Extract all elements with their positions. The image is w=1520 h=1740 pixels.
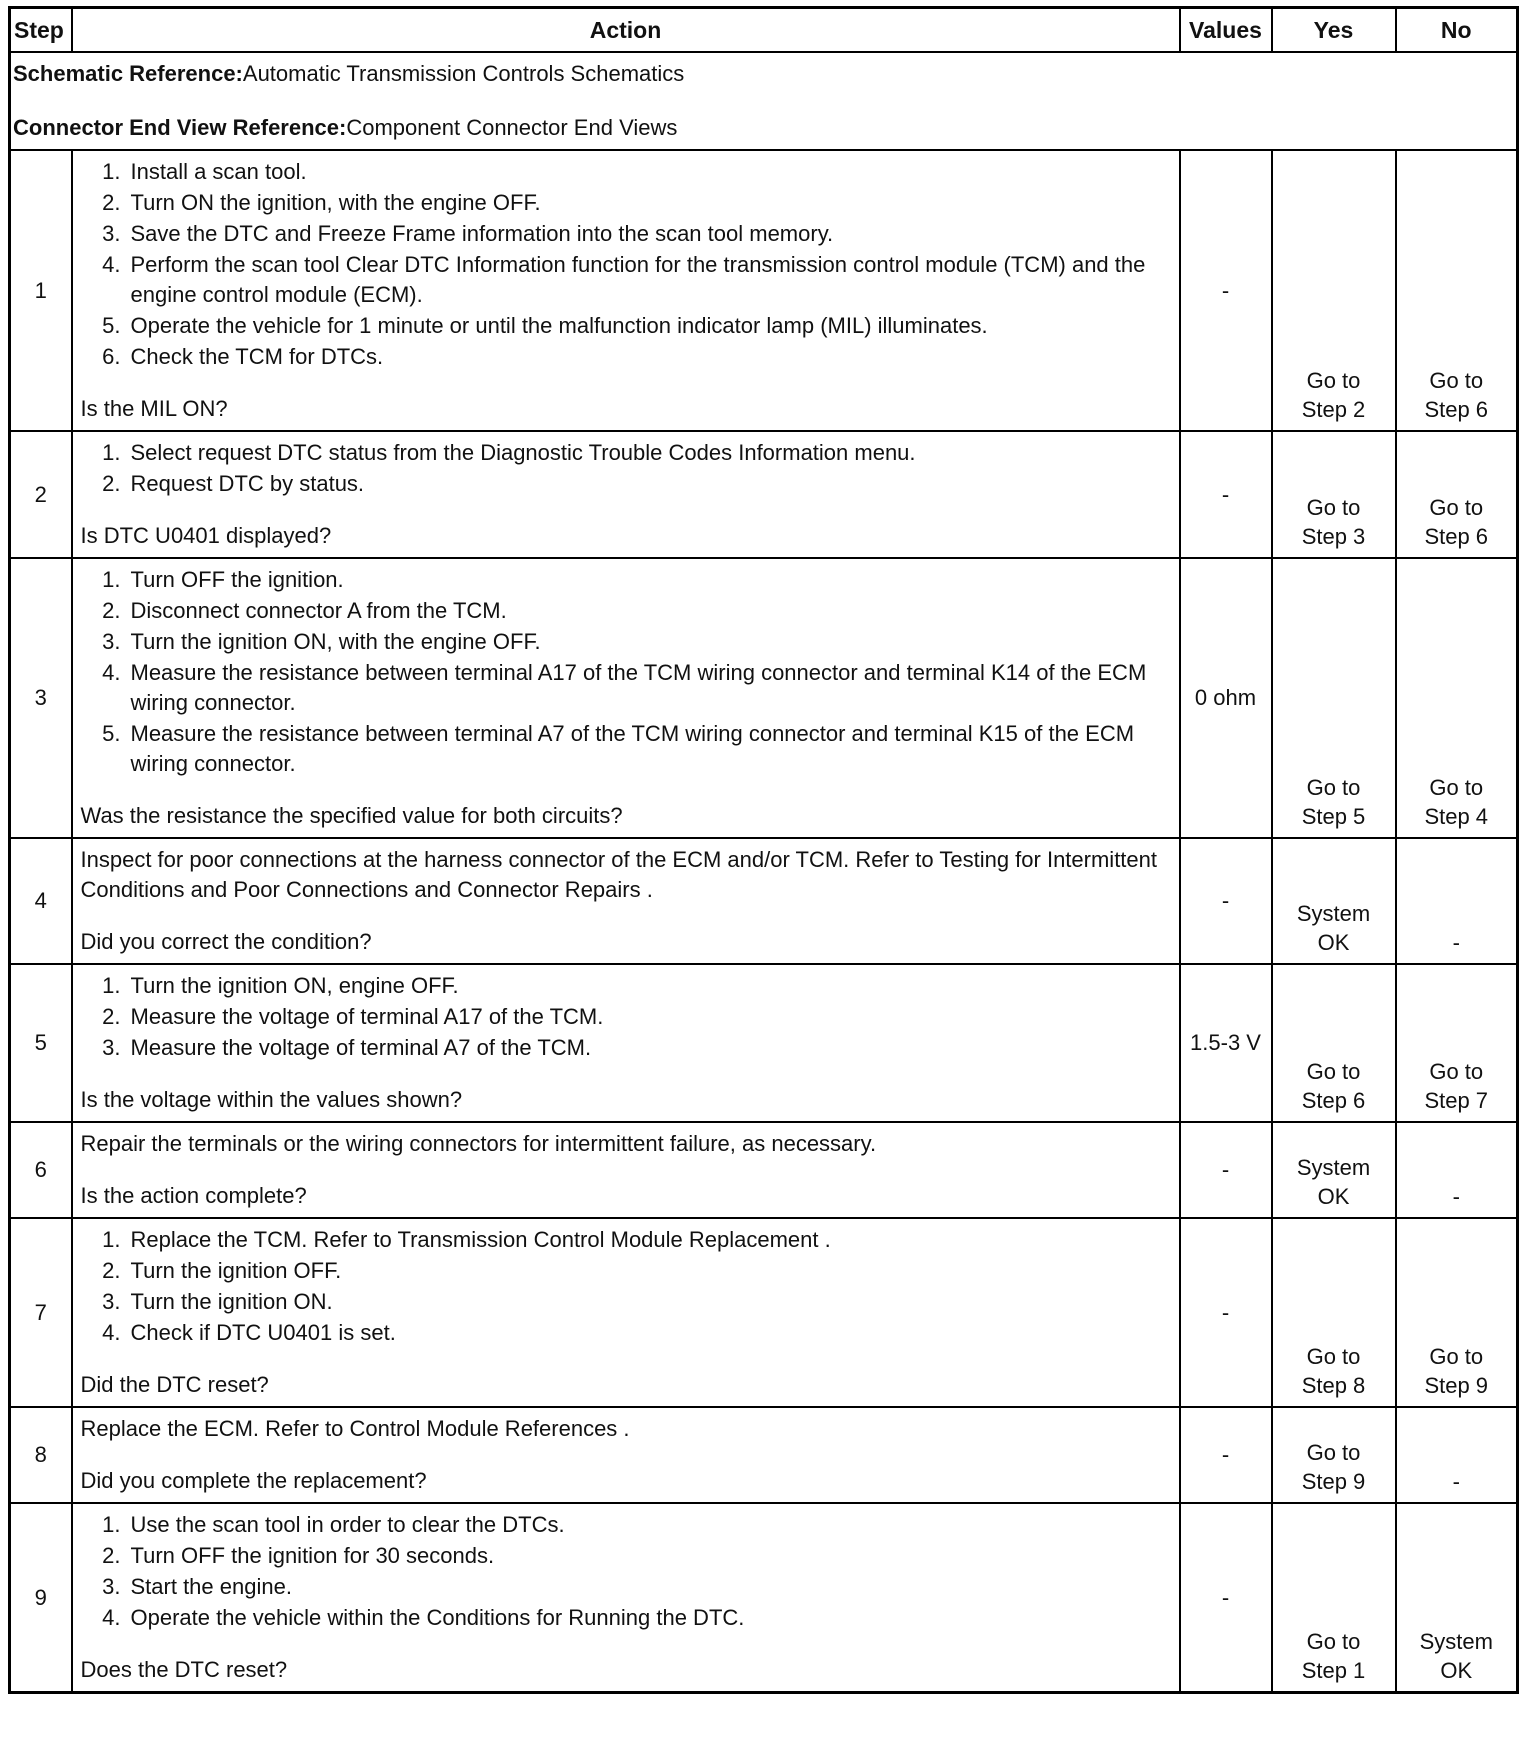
action-item-text: Disconnect connector A from the TCM. — [130, 598, 507, 623]
action-item-number: 2. — [102, 598, 121, 623]
step-action — [72, 1122, 1180, 1218]
action-item-number: 4. — [102, 252, 121, 277]
action-item-number: 4. — [102, 1605, 121, 1630]
result-line: System — [1419, 1629, 1493, 1654]
reference-cell — [10, 52, 1518, 150]
step-number: 3 — [10, 558, 72, 838]
step-action — [72, 1503, 1180, 1693]
step-yes-result — [1272, 1218, 1396, 1407]
action-question: Is DTC U0401 displayed? — [80, 523, 332, 548]
action-item-text: Use the scan tool in order to clear the DTCs. — [130, 1512, 565, 1537]
action-text: Repair the terminals or the wiring connectors for intermittent failure, as necessary. — [80, 1131, 877, 1156]
step-no-result — [1396, 838, 1518, 964]
action-list-item — [81, 1002, 1171, 1032]
step-yes-result — [1272, 838, 1396, 964]
action-list-item — [81, 565, 1171, 595]
action-item-number: 1. — [102, 159, 121, 184]
action-item-number: 2. — [102, 1258, 121, 1283]
header-no: No — [1396, 8, 1518, 53]
result-line: Step 7 — [1424, 1088, 1489, 1113]
diagnostic-table — [8, 6, 1519, 1694]
action-text: Replace the ECM. Refer to Control Module References . — [80, 1416, 630, 1441]
action-list-item — [81, 219, 1171, 249]
action-item-text: Measure the voltage of terminal A17 of the TCM. — [130, 1004, 604, 1029]
action-item-text: Turn the ignition OFF. — [130, 1258, 342, 1283]
step-number: 9 — [10, 1503, 72, 1693]
action-item-text: Turn OFF the ignition for 30 seconds. — [130, 1543, 495, 1568]
step-yes-result — [1272, 150, 1396, 431]
step-row — [10, 150, 1518, 431]
action-list-item — [81, 1287, 1171, 1317]
step-action — [72, 1218, 1180, 1407]
action-item-number: 6. — [102, 344, 121, 369]
action-item-text: Select request DTC status from the Diagnostic Trouble Codes Information menu. — [130, 440, 916, 465]
step-action — [72, 558, 1180, 838]
step-row — [10, 1218, 1518, 1407]
result-line: Go to — [1306, 775, 1361, 800]
action-item-number: 1. — [102, 440, 121, 465]
result-line: OK — [1317, 1184, 1350, 1209]
result-line: OK — [1440, 1658, 1473, 1683]
action-item-number: 1. — [102, 567, 121, 592]
action-list — [81, 157, 1171, 372]
result-line: Go to — [1306, 1440, 1361, 1465]
action-list-item — [81, 627, 1171, 657]
step-yes-result — [1272, 558, 1396, 838]
step-action — [72, 838, 1180, 964]
step-value: - — [1180, 1122, 1272, 1218]
step-no-result — [1396, 431, 1518, 558]
result-line: Go to — [1306, 1629, 1361, 1654]
step-row — [10, 1407, 1518, 1503]
step-action — [72, 1407, 1180, 1503]
action-list — [81, 1225, 1171, 1348]
action-item-text: Check if DTC U0401 is set. — [130, 1320, 396, 1345]
action-item-text: Save the DTC and Freeze Frame information into the scan tool memory. — [130, 221, 834, 246]
action-item-text: Perform the scan tool Clear DTC Information function for the transmission control module (TCM) and the engine control module (ECM). — [130, 252, 1146, 307]
action-item-number: 3. — [102, 221, 121, 246]
action-item-text: Measure the resistance between terminal A7 of the TCM wiring connector and terminal K15 of the ECM wiring connector. — [130, 721, 1135, 776]
result-line: - — [1452, 1469, 1460, 1494]
step-no-result — [1396, 1503, 1518, 1693]
result-line: - — [1452, 1184, 1460, 1209]
action-list-item — [81, 438, 1171, 468]
header-action: Action — [72, 8, 1180, 53]
result-line: Step 1 — [1301, 1658, 1366, 1683]
result-line: Go to — [1429, 495, 1484, 520]
action-item-number: 1. — [102, 1512, 121, 1537]
action-item-number: 2. — [102, 1543, 121, 1568]
action-list-item — [81, 1541, 1171, 1571]
action-item-text: Turn the ignition ON. — [130, 1289, 333, 1314]
action-list — [81, 438, 1171, 499]
step-no-result — [1396, 964, 1518, 1122]
result-line: - — [1452, 930, 1460, 955]
action-item-text: Install a scan tool. — [130, 159, 307, 184]
action-item-text: Turn OFF the ignition. — [130, 567, 344, 592]
action-question: Did the DTC reset? — [80, 1372, 269, 1397]
result-line: Go to — [1429, 1344, 1484, 1369]
reference-row — [10, 52, 1518, 150]
action-item-number: 2. — [102, 471, 121, 496]
step-row — [10, 558, 1518, 838]
step-no-result — [1396, 558, 1518, 838]
step-action — [72, 431, 1180, 558]
action-item-number: 3. — [102, 629, 121, 654]
action-item-number: 3. — [102, 1289, 121, 1314]
step-row — [10, 838, 1518, 964]
result-line: OK — [1317, 930, 1350, 955]
action-list — [81, 1510, 1171, 1633]
step-value: - — [1180, 1218, 1272, 1407]
result-line: Step 8 — [1301, 1373, 1366, 1398]
action-question: Does the DTC reset? — [80, 1657, 288, 1682]
result-line: Go to — [1306, 495, 1361, 520]
step-action — [72, 964, 1180, 1122]
step-number: 7 — [10, 1218, 72, 1407]
action-list-item — [81, 596, 1171, 626]
action-list-item — [81, 250, 1171, 310]
step-number: 1 — [10, 150, 72, 431]
action-list-item — [81, 1510, 1171, 1540]
result-line: Step 9 — [1301, 1469, 1366, 1494]
result-line: Go to — [1306, 368, 1361, 393]
action-item-number: 3. — [102, 1574, 121, 1599]
action-item-text: Measure the resistance between terminal A17 of the TCM wiring connector and terminal K14 of the ECM wiring connector. — [130, 660, 1147, 715]
step-row — [10, 964, 1518, 1122]
header-values: Values — [1180, 8, 1272, 53]
action-list-item — [81, 1256, 1171, 1286]
step-value: 0 ohm — [1180, 558, 1272, 838]
action-item-text: Turn ON the ignition, with the engine OFF. — [130, 190, 541, 215]
step-no-result — [1396, 1407, 1518, 1503]
step-number: 2 — [10, 431, 72, 558]
result-line: System — [1296, 901, 1371, 926]
step-value: - — [1180, 1503, 1272, 1693]
action-item-number: 3. — [102, 1035, 121, 1060]
step-value: - — [1180, 150, 1272, 431]
schematic-reference-label: Schematic Reference: — [13, 61, 243, 86]
result-line: Go to — [1306, 1059, 1361, 1084]
action-item-number: 5. — [102, 313, 121, 338]
action-list — [81, 971, 1171, 1063]
result-line: Step 9 — [1424, 1373, 1489, 1398]
step-value: 1.5-3 V — [1180, 964, 1272, 1122]
action-item-number: 1. — [102, 973, 121, 998]
step-value: - — [1180, 838, 1272, 964]
action-list-item — [81, 469, 1171, 499]
result-line: Step 6 — [1424, 397, 1489, 422]
result-line: Go to — [1306, 1344, 1361, 1369]
action-question: Is the action complete? — [80, 1183, 307, 1208]
connector-reference-label: Connector End View Reference: — [13, 115, 347, 140]
step-no-result — [1396, 1122, 1518, 1218]
step-yes-result — [1272, 1122, 1396, 1218]
result-line: Step 6 — [1301, 1088, 1366, 1113]
step-value: - — [1180, 431, 1272, 558]
action-question: Is the MIL ON? — [80, 396, 228, 421]
step-number: 4 — [10, 838, 72, 964]
result-line: Go to — [1429, 775, 1484, 800]
header-row — [10, 8, 1518, 53]
diagnostic-table-container — [8, 6, 1519, 1694]
step-value: - — [1180, 1407, 1272, 1503]
action-list-item — [81, 1603, 1171, 1633]
step-yes-result — [1272, 964, 1396, 1122]
action-item-number: 2. — [102, 1004, 121, 1029]
action-list-item — [81, 342, 1171, 372]
action-item-text: Replace the TCM. Refer to Transmission Control Module Replacement . — [130, 1227, 831, 1252]
action-item-text: Measure the voltage of terminal A7 of the TCM. — [130, 1035, 592, 1060]
connector-reference — [13, 113, 1514, 143]
schematic-reference-link[interactable]: Automatic Transmission Controls Schematics — [242, 61, 685, 86]
action-item-number: 1. — [102, 1227, 121, 1252]
result-line: Step 3 — [1301, 524, 1366, 549]
action-list-item — [81, 1572, 1171, 1602]
action-question: Was the resistance the specified value for both circuits? — [80, 803, 623, 828]
action-item-text: Check the TCM for DTCs. — [130, 344, 384, 369]
step-number: 6 — [10, 1122, 72, 1218]
action-question: Did you complete the replacement? — [80, 1468, 427, 1493]
step-row — [10, 431, 1518, 558]
step-yes-result — [1272, 1407, 1396, 1503]
action-item-number: 4. — [102, 1320, 121, 1345]
result-line: Step 6 — [1424, 524, 1489, 549]
step-number: 8 — [10, 1407, 72, 1503]
result-line: Go to — [1429, 368, 1484, 393]
action-list-item — [81, 971, 1171, 1001]
header-step: Step — [10, 8, 72, 53]
action-list-item — [81, 188, 1171, 218]
action-list-item — [81, 1225, 1171, 1255]
action-list-item — [81, 658, 1171, 718]
step-row — [10, 1122, 1518, 1218]
action-item-text: Request DTC by status. — [130, 471, 365, 496]
result-line: Go to — [1429, 1059, 1484, 1084]
action-list-item — [81, 1318, 1171, 1348]
action-question: Is the voltage within the values shown? — [80, 1087, 463, 1112]
action-list-item — [81, 719, 1171, 779]
result-line: Step 2 — [1301, 397, 1366, 422]
header-yes: Yes — [1272, 8, 1396, 53]
result-line: System — [1296, 1155, 1371, 1180]
action-item-text: Operate the vehicle for 1 minute or until the malfunction indicator lamp (MIL) illuminates. — [130, 313, 988, 338]
action-question: Did you correct the condition? — [80, 929, 372, 954]
action-list-item — [81, 1033, 1171, 1063]
action-list-item — [81, 157, 1171, 187]
connector-reference-link[interactable]: Component Connector End Views — [346, 115, 678, 140]
action-item-text: Start the engine. — [130, 1574, 292, 1599]
action-item-number: 4. — [102, 660, 121, 685]
action-item-text: Operate the vehicle within the Conditions for Running the DTC. — [130, 1605, 745, 1630]
result-line: Step 5 — [1301, 804, 1366, 829]
step-action — [72, 150, 1180, 431]
action-list-item — [81, 311, 1171, 341]
schematic-reference — [13, 59, 1514, 89]
step-yes-result — [1272, 1503, 1396, 1693]
step-number: 5 — [10, 964, 72, 1122]
result-line: Step 4 — [1424, 804, 1489, 829]
step-yes-result — [1272, 431, 1396, 558]
action-text: Inspect for poor connections at the harness connector of the ECM and/or TCM. Refer to Testing for Intermittent Conditions and Poor Connections and Connector Repairs . — [80, 847, 1158, 902]
step-no-result — [1396, 150, 1518, 431]
action-item-text: Turn the ignition ON, engine OFF. — [130, 973, 459, 998]
action-item-number: 5. — [102, 721, 121, 746]
action-list — [81, 565, 1171, 779]
step-row — [10, 1503, 1518, 1693]
step-no-result — [1396, 1218, 1518, 1407]
action-item-number: 2. — [102, 190, 121, 215]
action-item-text: Turn the ignition ON, with the engine OFF. — [130, 629, 541, 654]
